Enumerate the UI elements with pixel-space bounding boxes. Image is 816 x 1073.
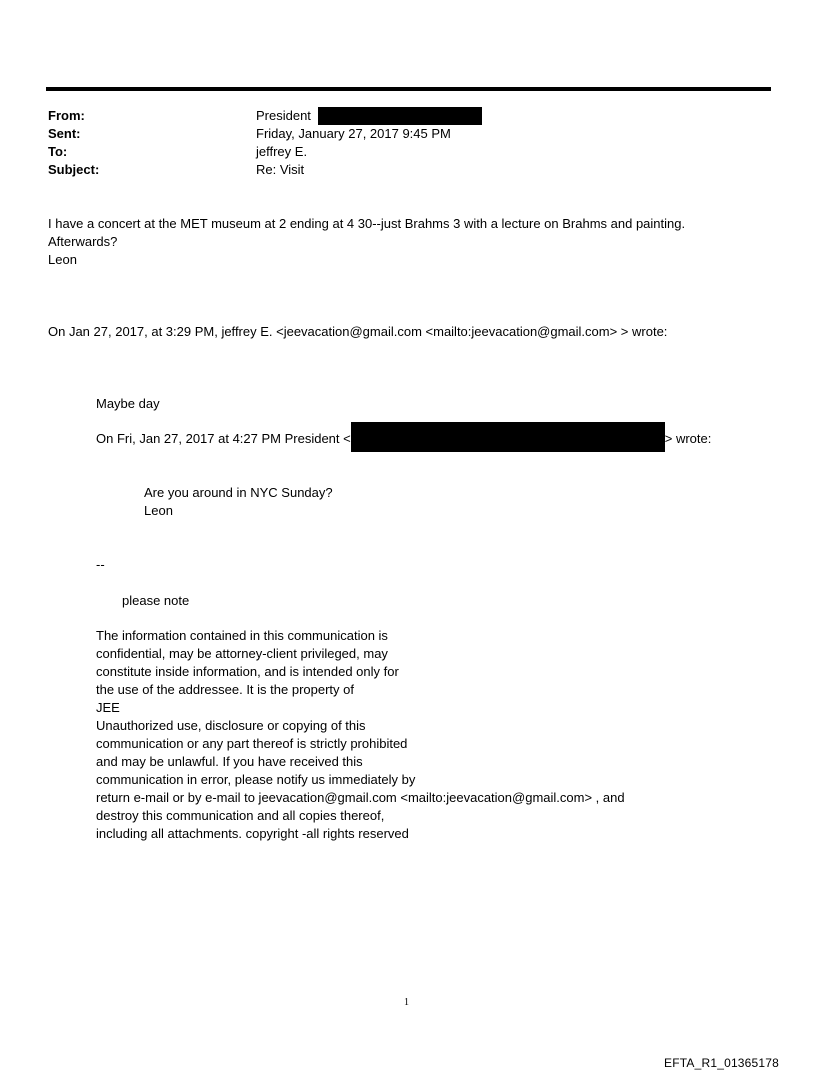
from-name: President bbox=[256, 108, 311, 123]
quote2-line-1: Are you around in NYC Sunday? bbox=[144, 485, 333, 500]
redaction-box bbox=[318, 107, 482, 125]
quote1-attribution: On Jan 27, 2017, at 3:29 PM, jeffrey E. <jeevacation@gmail.com <mailto:jeevacation@gmail.com> > wrote: bbox=[48, 324, 668, 339]
subject-value: Re: Visit bbox=[256, 162, 305, 177]
disclaimer-line: destroy this communication and all copies thereof, bbox=[96, 808, 385, 823]
disclaimer-line: Unauthorized use, disclosure or copying of this bbox=[96, 718, 366, 733]
disclaimer-line: and may be unlawful. If you have received this bbox=[96, 754, 363, 769]
to-value: jeffrey E. bbox=[256, 144, 308, 159]
disclaimer-line: JEE bbox=[96, 700, 120, 715]
quote2-line-2: Leon bbox=[144, 503, 173, 518]
document-id: EFTA_R1_01365178 bbox=[664, 1056, 780, 1070]
disclaimer-line: confidential, may be attorney-client privileged, may bbox=[96, 646, 388, 661]
disclaimer-line: the use of the addressee. It is the property of bbox=[96, 682, 354, 697]
disclaimer bbox=[96, 627, 625, 843]
quote2-attribution-end: > wrote: bbox=[664, 431, 712, 446]
from-label: From: bbox=[48, 108, 85, 123]
quote2-attribution bbox=[96, 430, 711, 452]
redaction-box bbox=[351, 422, 665, 452]
sent-value: Friday, January 27, 2017 9:45 PM bbox=[256, 126, 451, 141]
body-line-1: I have a concert at the MET museum at 2 ending at 4 30--just Brahms 3 with a lecture on Brahms and painting. bbox=[48, 216, 686, 231]
disclaimer-line: communication or any part thereof is strictly prohibited bbox=[96, 736, 408, 751]
body-line-2: Afterwards? bbox=[48, 234, 118, 249]
subject-label: Subject: bbox=[48, 162, 100, 177]
quote1-text: Maybe day bbox=[96, 396, 160, 411]
from-value bbox=[256, 107, 482, 125]
please-note: please note bbox=[122, 593, 190, 608]
sent-label: Sent: bbox=[48, 126, 81, 141]
body-signoff: Leon bbox=[48, 252, 77, 267]
disclaimer-line: The information contained in this communication is bbox=[96, 628, 388, 643]
disclaimer-line: including all attachments. copyright -all rights reserved bbox=[96, 826, 409, 841]
to-label: To: bbox=[48, 144, 68, 159]
disclaimer-line: communication in error, please notify us immediately by bbox=[96, 772, 416, 787]
header-rule bbox=[46, 87, 771, 91]
quote2-attribution-start: On Fri, Jan 27, 2017 at 4:27 PM President < bbox=[96, 431, 351, 446]
page-number: 1 bbox=[404, 997, 409, 1008]
disclaimer-line: constitute inside information, and is intended only for bbox=[96, 664, 399, 679]
disclaimer-line: return e-mail or by e-mail to jeevacation@gmail.com <mailto:jeevacation@gmail.com> , and bbox=[96, 790, 625, 805]
signature-separator: -- bbox=[96, 557, 105, 572]
